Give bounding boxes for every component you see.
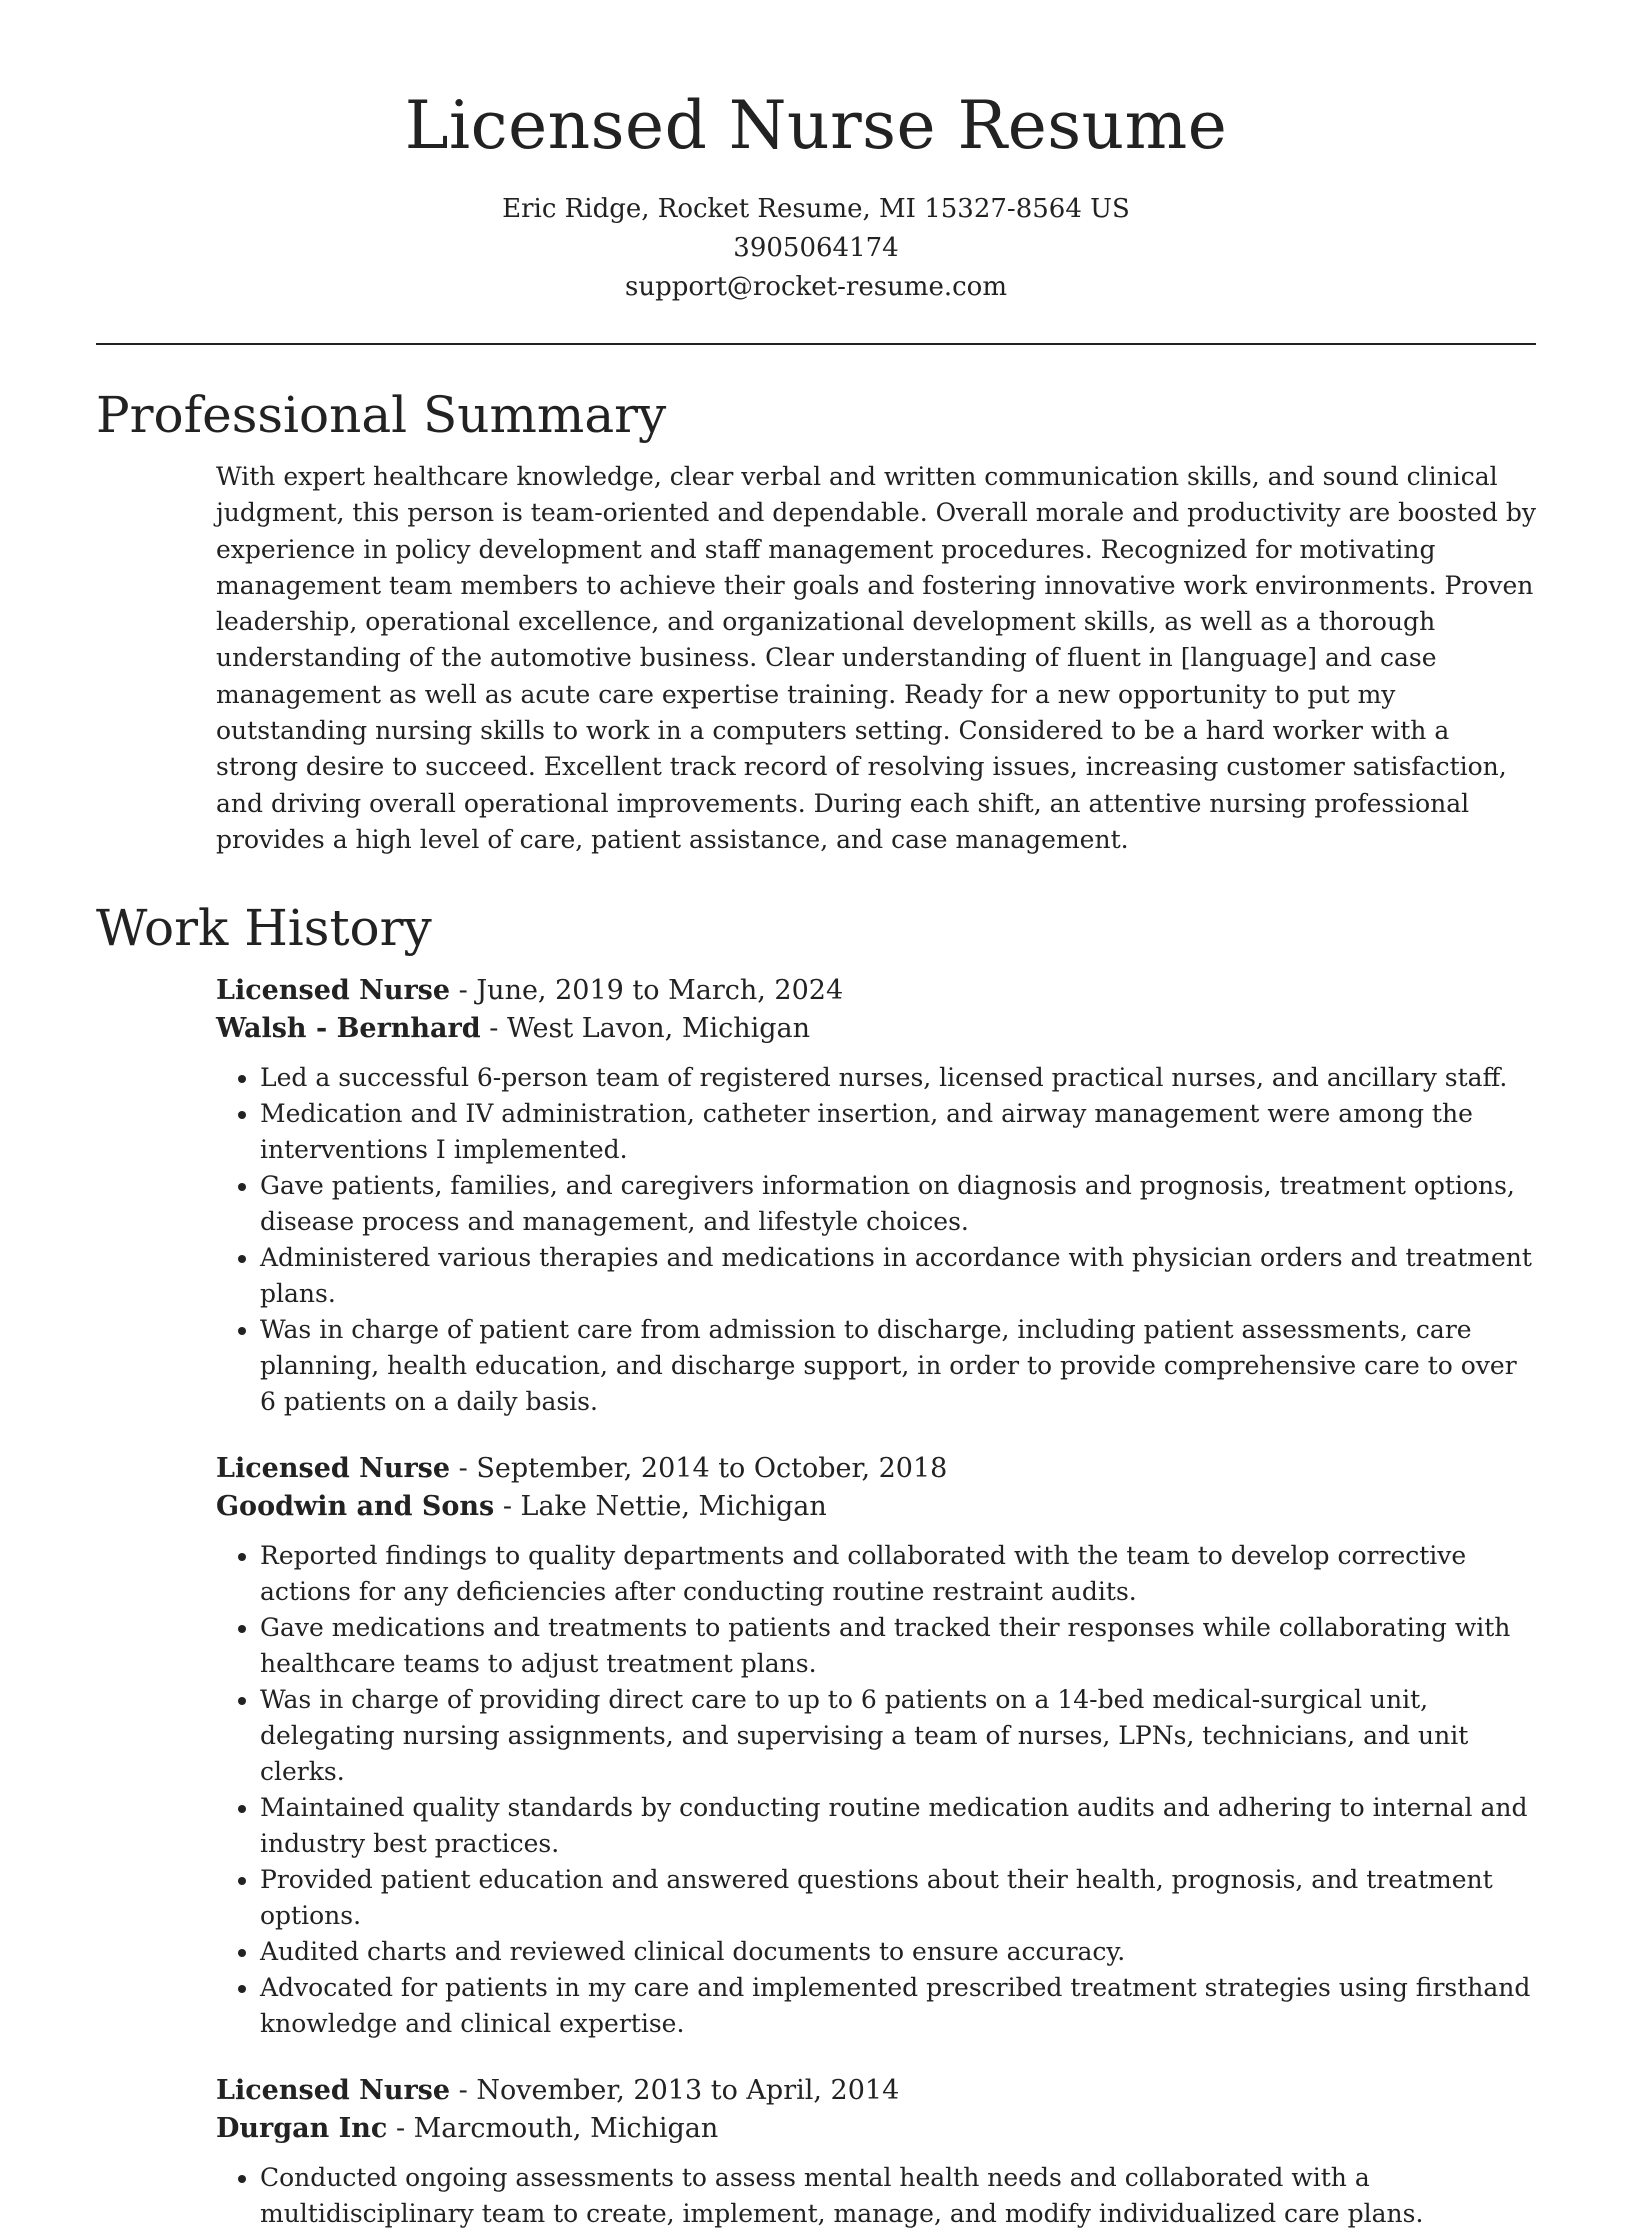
job-duty-item: • Maintained quality standards by conducting routine medication audits and adhering to internal and industry best practices. (260, 1790, 1536, 1862)
job-duties-list (216, 2160, 1536, 2232)
job-duties-list (216, 1538, 1536, 2042)
header-divider (96, 343, 1536, 345)
job-duty-item: • Provided patient education and answered questions about their health, prognosis, and treatment options. (260, 1862, 1536, 1934)
job-duty-item: • Advocated for patients in my care and implemented prescribed treatment strategies using firsthand knowledge and clinical expertise. (260, 1970, 1536, 2042)
job-dates: - June, 2019 to March, 2024 (450, 975, 844, 1007)
job-duty-item: • Conducted ongoing assessments to assess mental health needs and collaborated with a multidisciplinary team to create, implement, manage, and modify individualized care plans. (260, 2160, 1536, 2232)
job-employer: Durgan Inc (216, 2113, 388, 2145)
summary-section (216, 459, 1536, 858)
job-title-line (216, 2072, 1536, 2110)
resume-title: Licensed Nurse Resume (404, 87, 1228, 164)
job-company-line (216, 1488, 1536, 1526)
job-duty-item: • Audited charts and reviewed clinical documents to ensure accuracy. (260, 1934, 1536, 1970)
contact-email: support@rocket-resume.com (624, 272, 1007, 302)
job-dates: - November, 2013 to April, 2014 (450, 2075, 900, 2107)
job-location: - Marcmouth, Michigan (387, 2113, 719, 2145)
job-duty-item: • Led a successful 6-person team of registered nurses, licensed practical nurses, and ancillary staff. (260, 1060, 1536, 1096)
job-duty-item: • Medication and IV administration, catheter insertion, and airway management were among the interventions I implemented. (260, 1096, 1536, 1168)
job-duty-item: • Was in charge of providing direct care to up to 6 patients on a 14-bed medical-surgical unit, delegating nursing assignments, and supervising a team of nurses, LPNs, technicians, and unit clerks. (260, 1682, 1536, 1790)
resume-header (96, 0, 1536, 307)
summary-text: With expert healthcare knowledge, clear verbal and written communication skills, and sound clinical judgment, this person is team-oriented and dependable. Overall morale and productivity are boosted by experience in policy development and staff management procedures. Recognized for motivating management team members to achieve their goals and fostering innovative work environments. Proven leadership, operational excellence, and organizational development skills, as well as a thorough understanding of the automotive business. Clear understanding of fluent in [language] and case management as well as acute care expertise training. Ready for a new opportunity to put my outstanding nursing skills to work in a computers setting. Considered to be a hard worker with a strong desire to succeed. Excellent track record of resolving issues, increasing customer satisfaction, and driving overall operational improvements. During each shift, an attentive nursing professional provides a high level of care, patient assistance, and case management. (216, 462, 1536, 854)
job-company-line (216, 2110, 1536, 2148)
job-entry (216, 972, 1536, 1420)
job-role: Licensed Nurse (216, 2075, 451, 2107)
job-company-line (216, 1010, 1536, 1048)
job-entry (216, 2072, 1536, 2232)
job-employer: Walsh - Bernhard (216, 1013, 481, 1045)
summary-heading: Professional Summary (96, 386, 667, 444)
job-duty-item: • Gave patients, families, and caregivers information on diagnosis and prognosis, treatment options, disease process and management, and lifestyle choices. (260, 1168, 1536, 1240)
job-location: - West Lavon, Michigan (480, 1013, 811, 1045)
contact-block (96, 190, 1536, 307)
job-title-line (216, 1450, 1536, 1488)
job-role: Licensed Nurse (216, 975, 451, 1007)
job-duty-item: • Gave medications and treatments to patients and tracked their responses while collaborating with healthcare teams to adjust treatment plans. (260, 1610, 1536, 1682)
job-duties-list (216, 1060, 1536, 1420)
job-duty-item: • Reported findings to quality departments and collaborated with the team to develop corrective actions for any deficiencies after conducting routine restraint audits. (260, 1538, 1536, 1610)
work-history-heading: Work History (96, 899, 432, 958)
job-location: - Lake Nettie, Michigan (494, 1491, 827, 1523)
contact-address: Eric Ridge, Rocket Resume, MI 15327-8564 US (502, 194, 1130, 224)
work-history-section (216, 972, 1536, 2232)
job-title-line (216, 972, 1536, 1010)
contact-phone: 3905064174 (733, 233, 899, 263)
job-entry (216, 1450, 1536, 2042)
job-employer: Goodwin and Sons (216, 1491, 495, 1523)
job-duty-item: • Was in charge of patient care from admission to discharge, including patient assessments, care planning, health education, and discharge support, in order to provide comprehensive care to over 6 patients on a daily basis. (260, 1312, 1536, 1420)
job-duty-item: • Administered various therapies and medications in accordance with physician orders and treatment plans. (260, 1240, 1536, 1312)
job-dates: - September, 2014 to October, 2018 (450, 1453, 948, 1485)
job-role: Licensed Nurse (216, 1453, 451, 1485)
